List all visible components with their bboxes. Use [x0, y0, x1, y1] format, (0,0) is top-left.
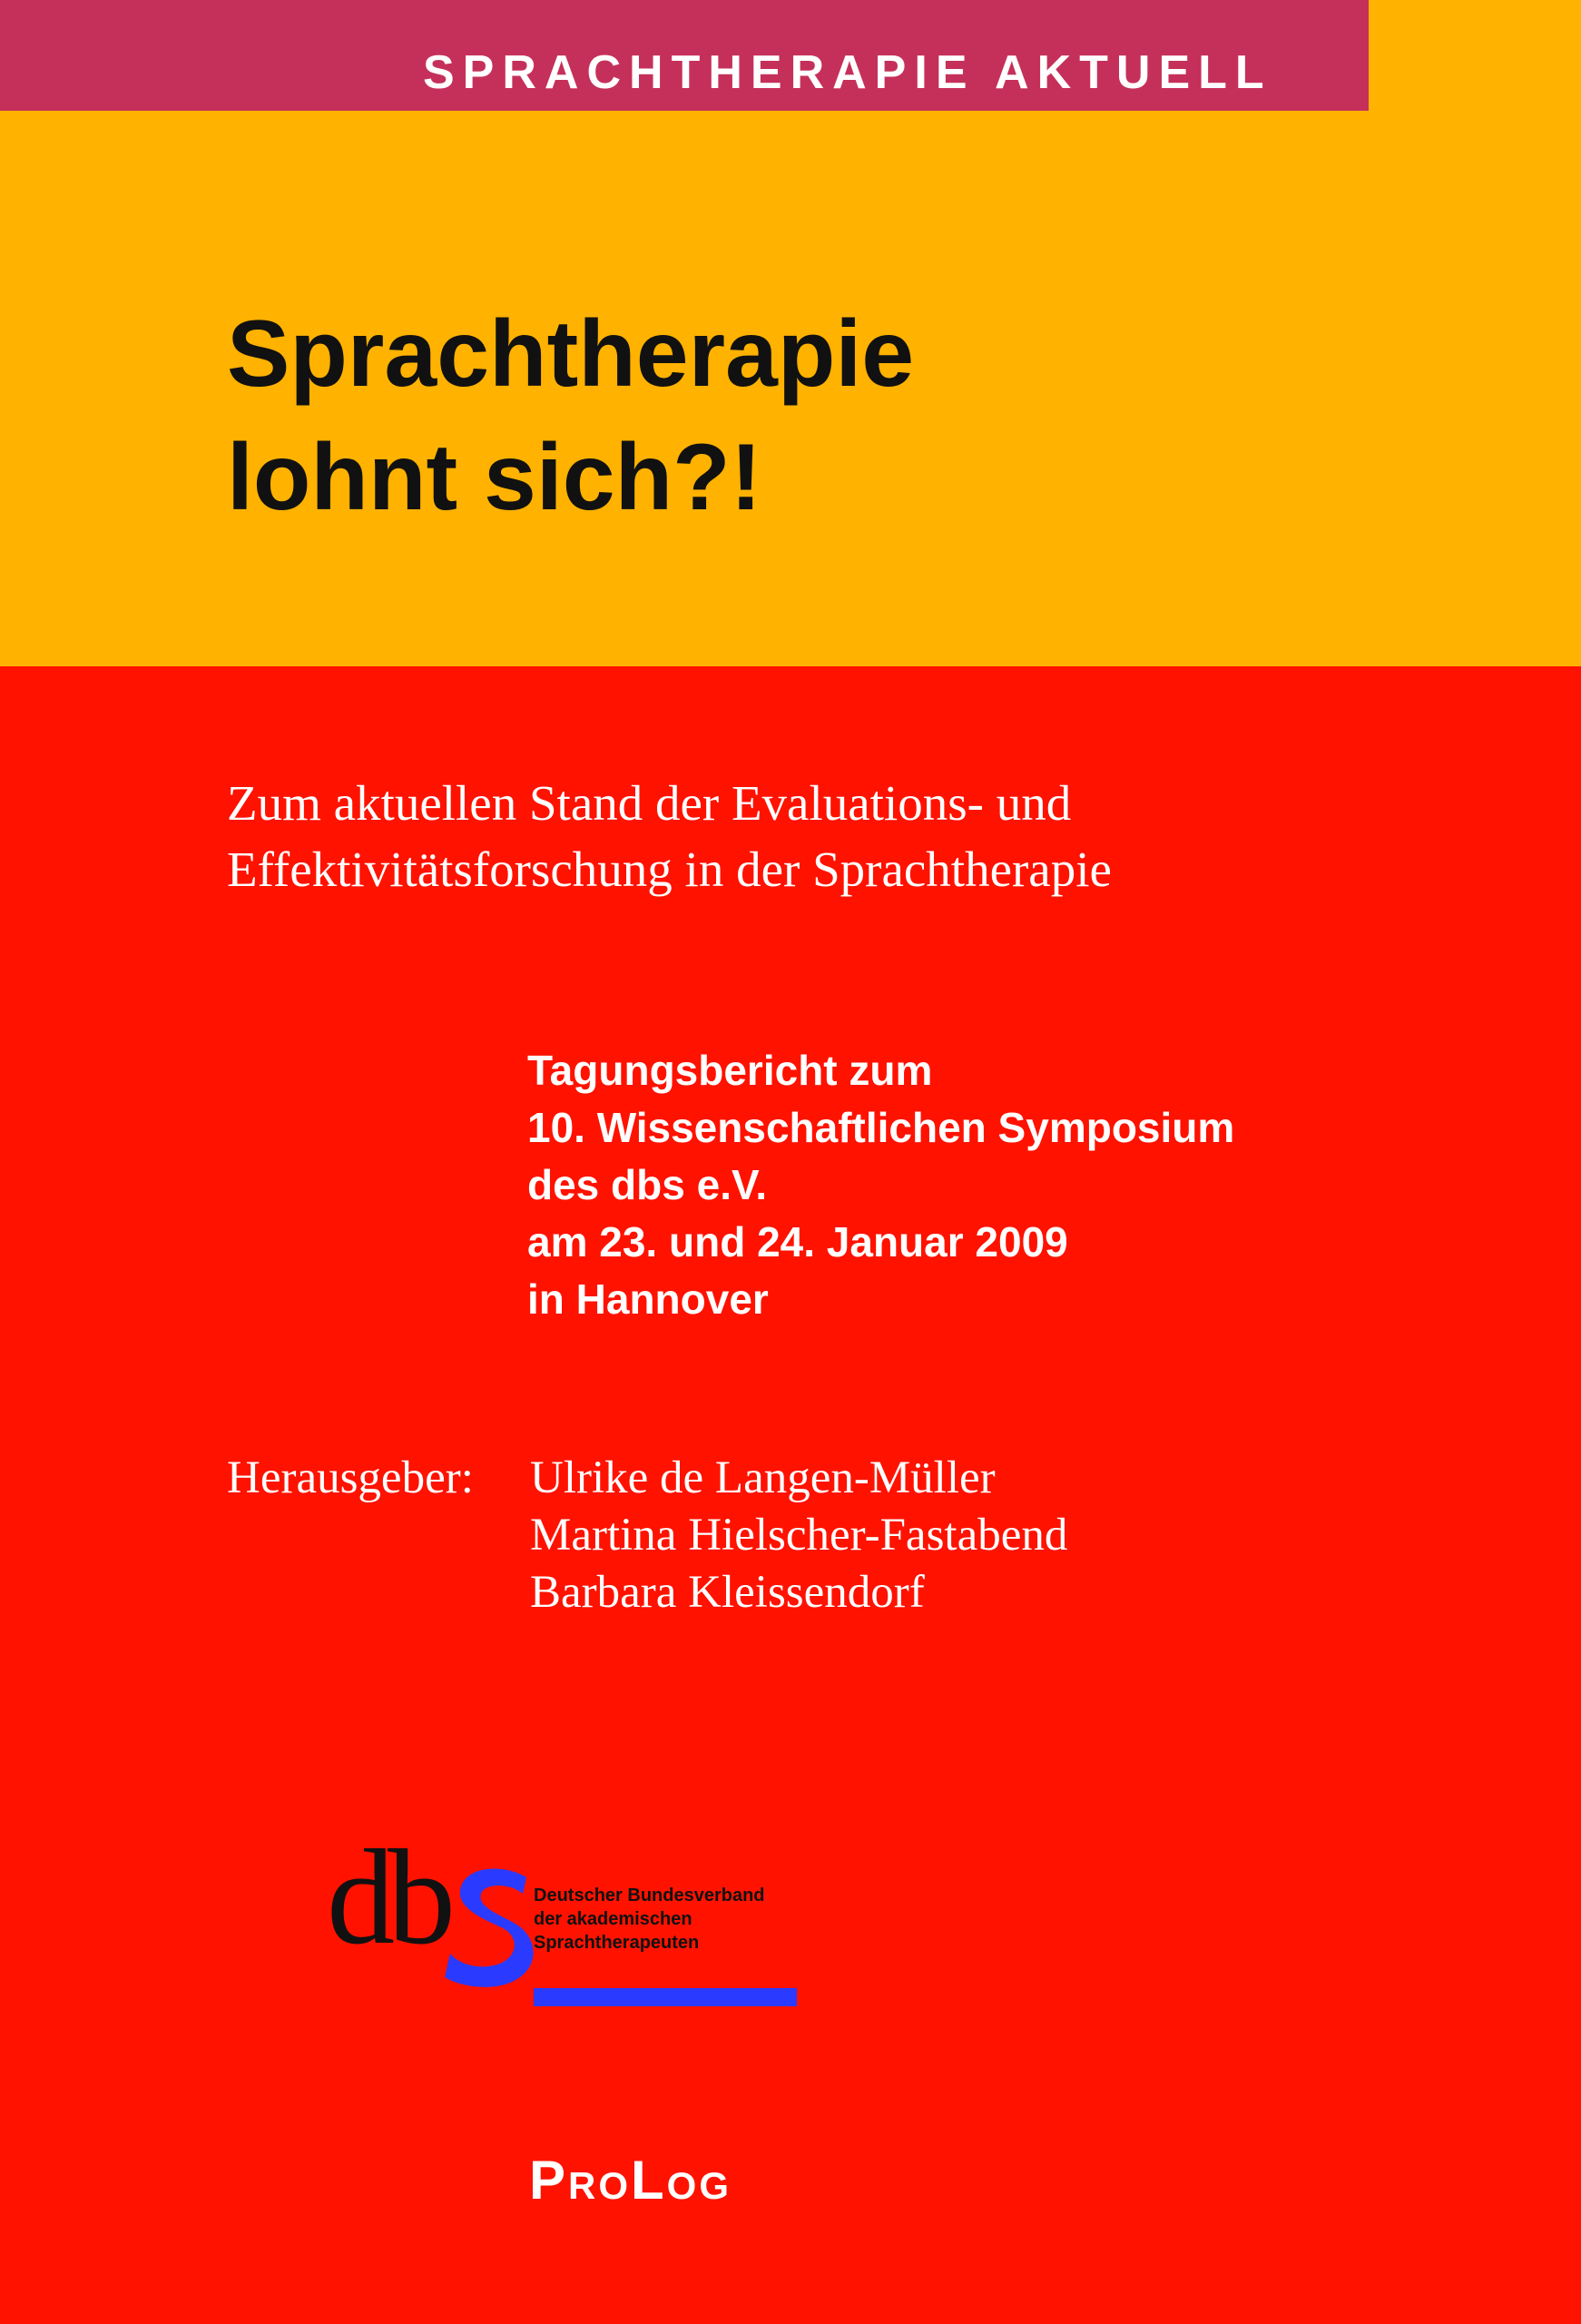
subtitle-line: Effektivitätsforschung in der Sprachtherapie — [227, 842, 1112, 897]
logo-letters: db — [327, 1822, 448, 1973]
editors-label: Herausgeber: — [227, 1452, 474, 1503]
report-line: am 23. und 24. Januar 2009 — [527, 1218, 1068, 1265]
report-line: 10. Wissenschaftlichen Symposium — [527, 1104, 1235, 1151]
logo-association-name — [534, 1884, 833, 1955]
report-line: Tagungsbericht zum — [527, 1047, 933, 1094]
logo-text-line: Sprachtherapeuten — [534, 1933, 700, 1953]
conference-report — [527, 1042, 1562, 1328]
subtitle-line: Zum aktuellen Stand der Evaluations- und — [227, 775, 1072, 831]
editor-name: Martina Hielscher-Fastabend — [530, 1510, 1068, 1561]
editor-name: Barbara Kleissendorf — [530, 1567, 925, 1618]
book-subtitle — [227, 770, 1498, 902]
report-line: in Hannover — [527, 1275, 769, 1323]
editor-name: Ulrike de Langen-Müller — [530, 1452, 996, 1503]
dbs-logo — [327, 1822, 817, 2024]
book-title — [227, 292, 1407, 539]
logo-rule — [534, 1988, 797, 2006]
series-title: SPRACHTHERAPIE AKTUELL — [423, 46, 1272, 99]
book-title-line: Sprachtherapie — [227, 301, 915, 407]
logo-s-icon — [443, 1863, 543, 1990]
publisher-name: ProLog — [529, 2150, 732, 2211]
editors-list — [530, 1450, 1528, 1621]
report-line: des dbs e.V. — [527, 1161, 768, 1208]
logo-text-line: der akademischen — [534, 1909, 692, 1929]
logo-text-line: Deutscher Bundesverband — [534, 1886, 765, 1905]
book-title-line: lohnt sich?! — [227, 425, 762, 530]
